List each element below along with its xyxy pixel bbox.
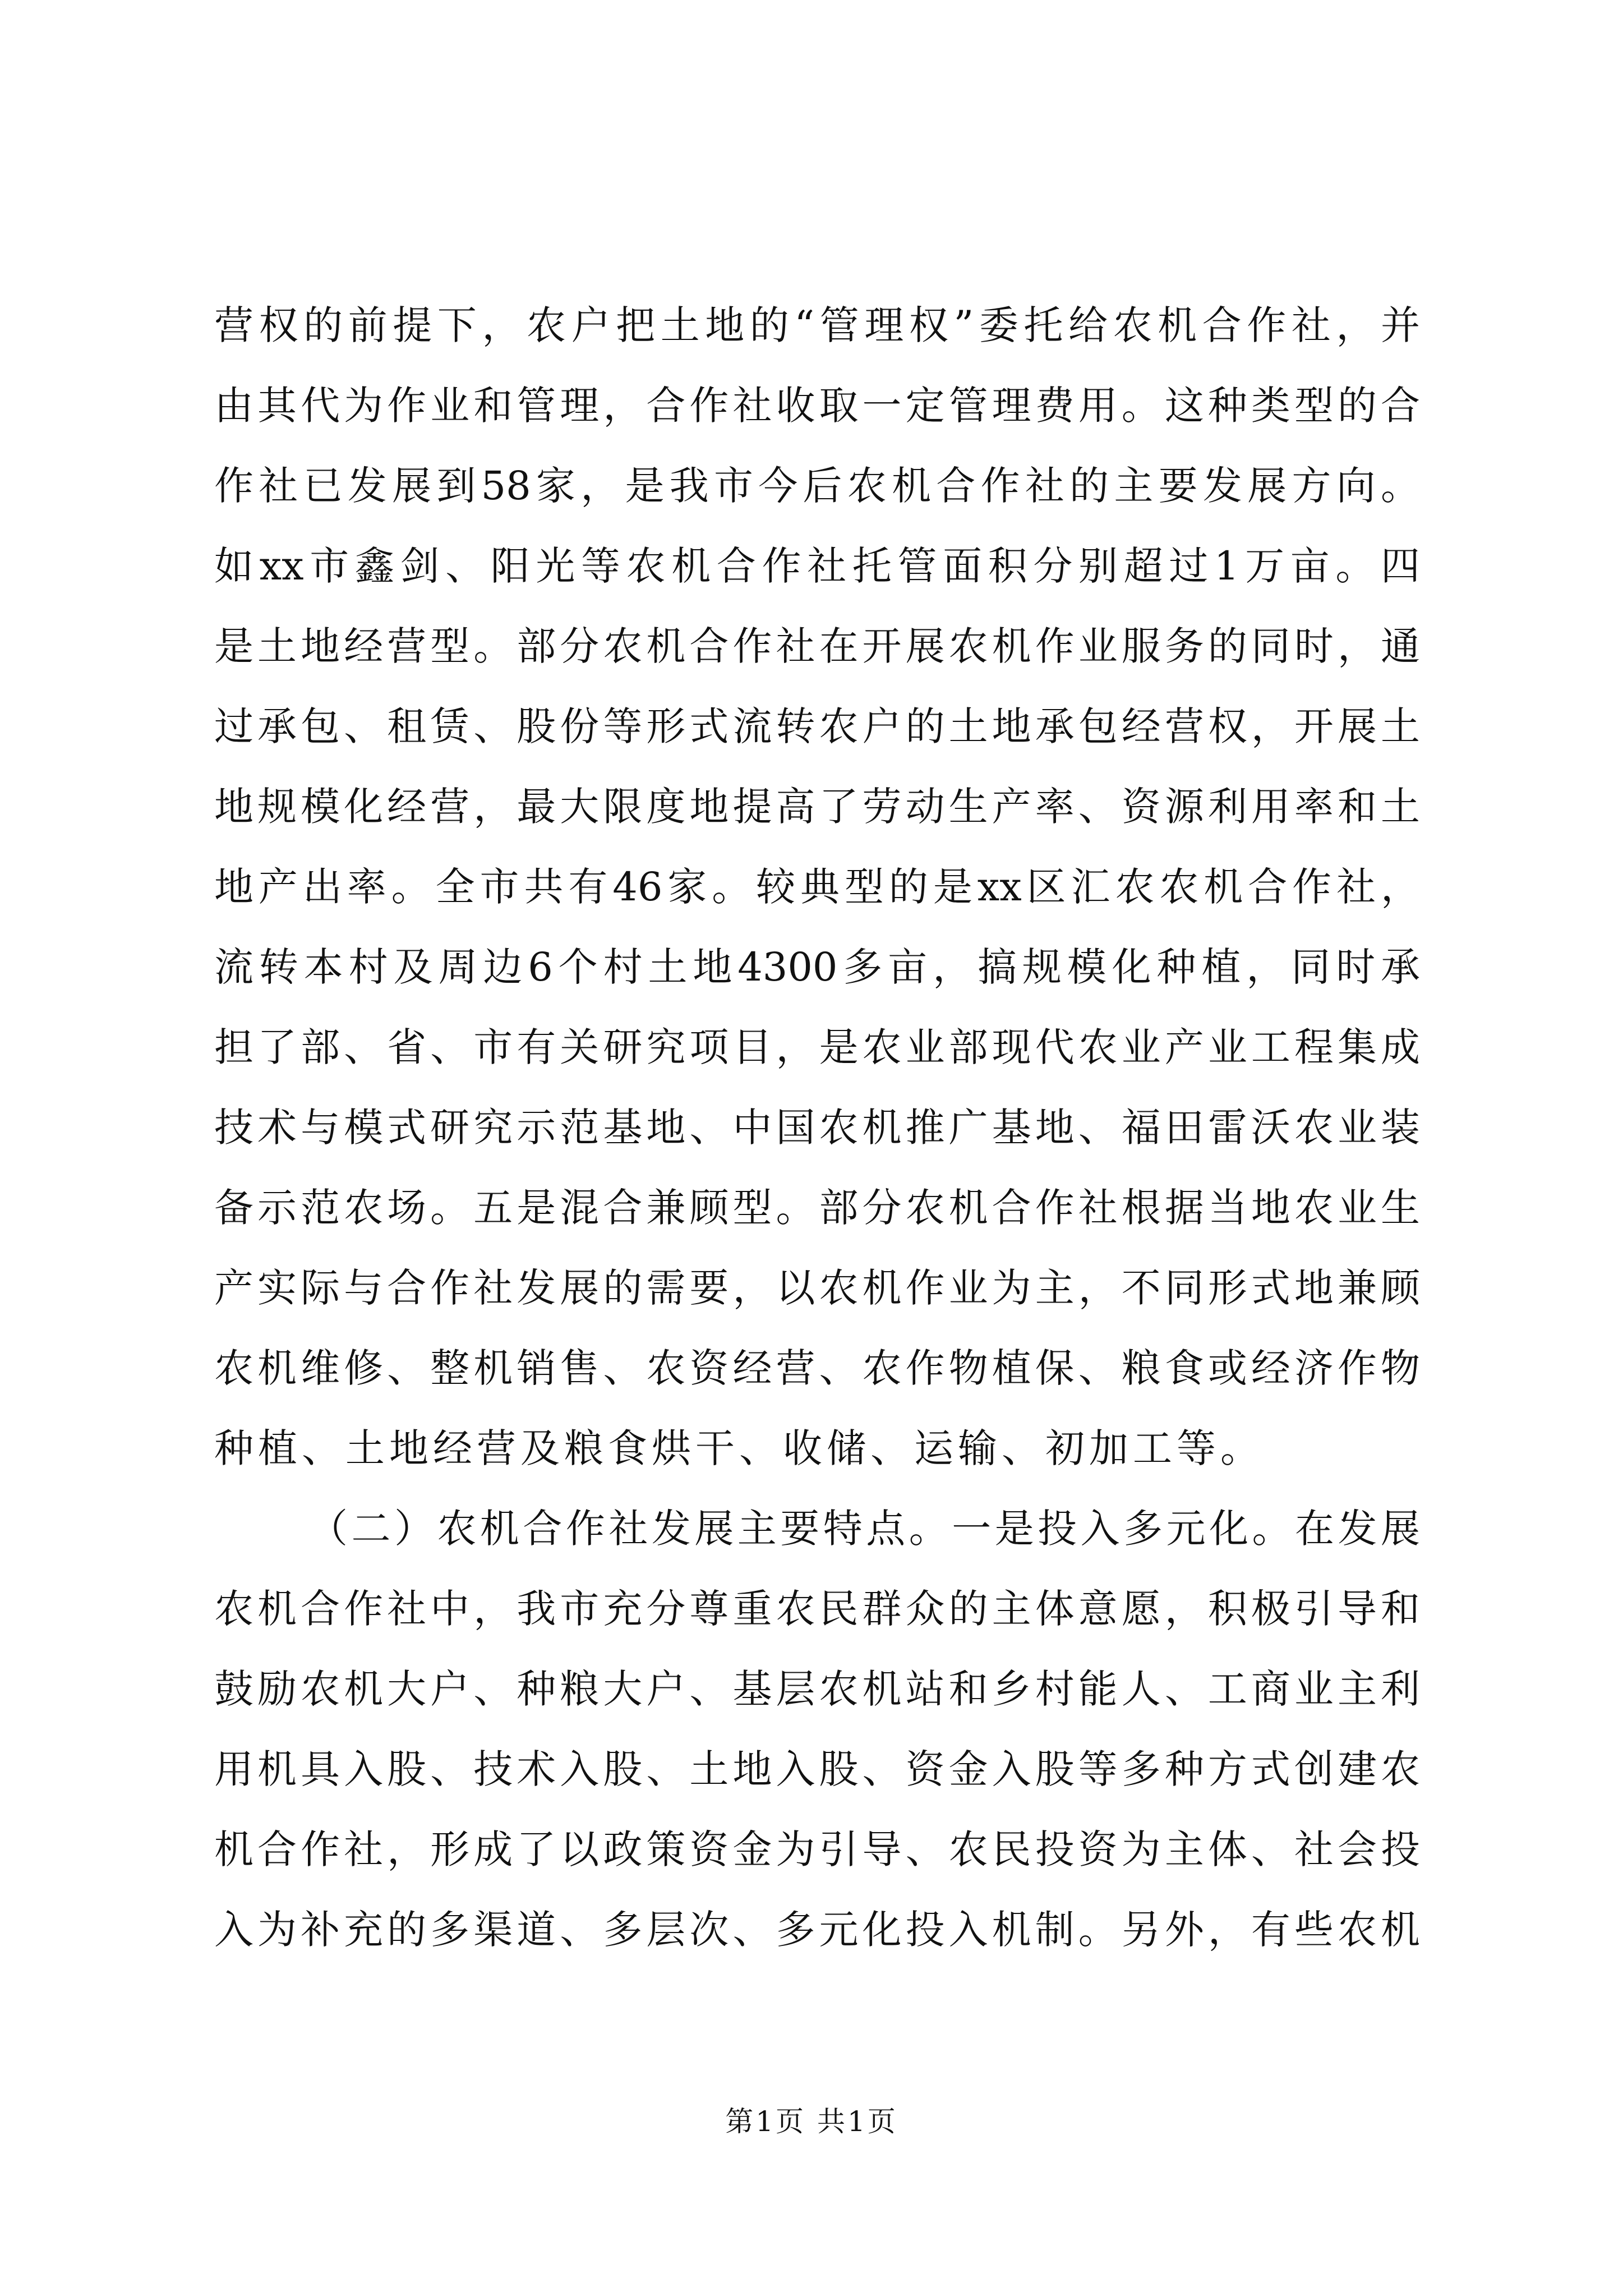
text-line: 技术与模式研究示范基地、中国农机推广基地、福田雷沃农业装 xyxy=(214,1105,1420,1151)
text-line: 产实际与合作社发展的需要，以农机作业为主，不同形式地兼顾 xyxy=(214,1265,1420,1311)
text-line: 流转本村及周边6个村土地4300多亩，搞规模化种植，同时承 xyxy=(214,944,1420,990)
body-text xyxy=(214,300,1420,1985)
text-line: 用机具入股、技术入股、土地入股、资金入股等多种方式创建农 xyxy=(214,1746,1420,1792)
text-line: 作社已发展到58家，是我市今后农机合作社的主要发展方向。 xyxy=(214,463,1420,509)
text-line: 农机合作社中，我市充分尊重农民群众的主体意愿，积极引导和 xyxy=(214,1586,1420,1632)
text-line: 备示范农场。五是混合兼顾型。部分农机合作社根据当地农业生 xyxy=(214,1185,1420,1231)
text-line: 地产出率。全市共有46家。较典型的是xx区汇农农机合作社， xyxy=(214,864,1420,910)
text-line: 是土地经营型。部分农机合作社在开展农机作业服务的同时，通 xyxy=(214,623,1420,669)
page-footer: 第1页 共1页 xyxy=(725,2105,898,2138)
text-line: 担了部、省、市有关研究项目，是农业部现代农业产业工程集成 xyxy=(214,1024,1420,1070)
text-line: 机合作社，形成了以政策资金为引导、农民投资为主体、社会投 xyxy=(214,1826,1420,1872)
text-line: 农机维修、整机销售、农资经营、农作物植保、粮食或经济作物 xyxy=(214,1345,1420,1391)
text-line: 入为补充的多渠道、多层次、多元化投入机制。另外，有些农机 xyxy=(214,1907,1420,1953)
text-line: 由其代为作业和管理，合作社收取一定管理费用。这种类型的合 xyxy=(214,383,1420,429)
text-line-paragraph-end: 种植、土地经营及粮食烘干、收储、运输、初加工等。 xyxy=(214,1425,1264,1471)
text-line: 过承包、租赁、股份等形式流转农户的土地承包经营权，开展土 xyxy=(214,703,1420,749)
text-line: 营权的前提下，农户把土地的“管理权”委托给农机合作社，并 xyxy=(214,302,1420,348)
text-line: 如xx市鑫剑、阳光等农机合作社托管面积分别超过1万亩。四 xyxy=(214,543,1420,589)
text-line: 地规模化经营，最大限度地提高了劳动生产率、资源利用率和土 xyxy=(214,784,1420,830)
text-line-paragraph-start: （二）农机合作社发展主要特点。一是投入多元化。在发展 xyxy=(308,1506,1420,1552)
text-line: 鼓励农机大户、种粮大户、基层农机站和乡村能人、工商业主利 xyxy=(214,1666,1420,1712)
